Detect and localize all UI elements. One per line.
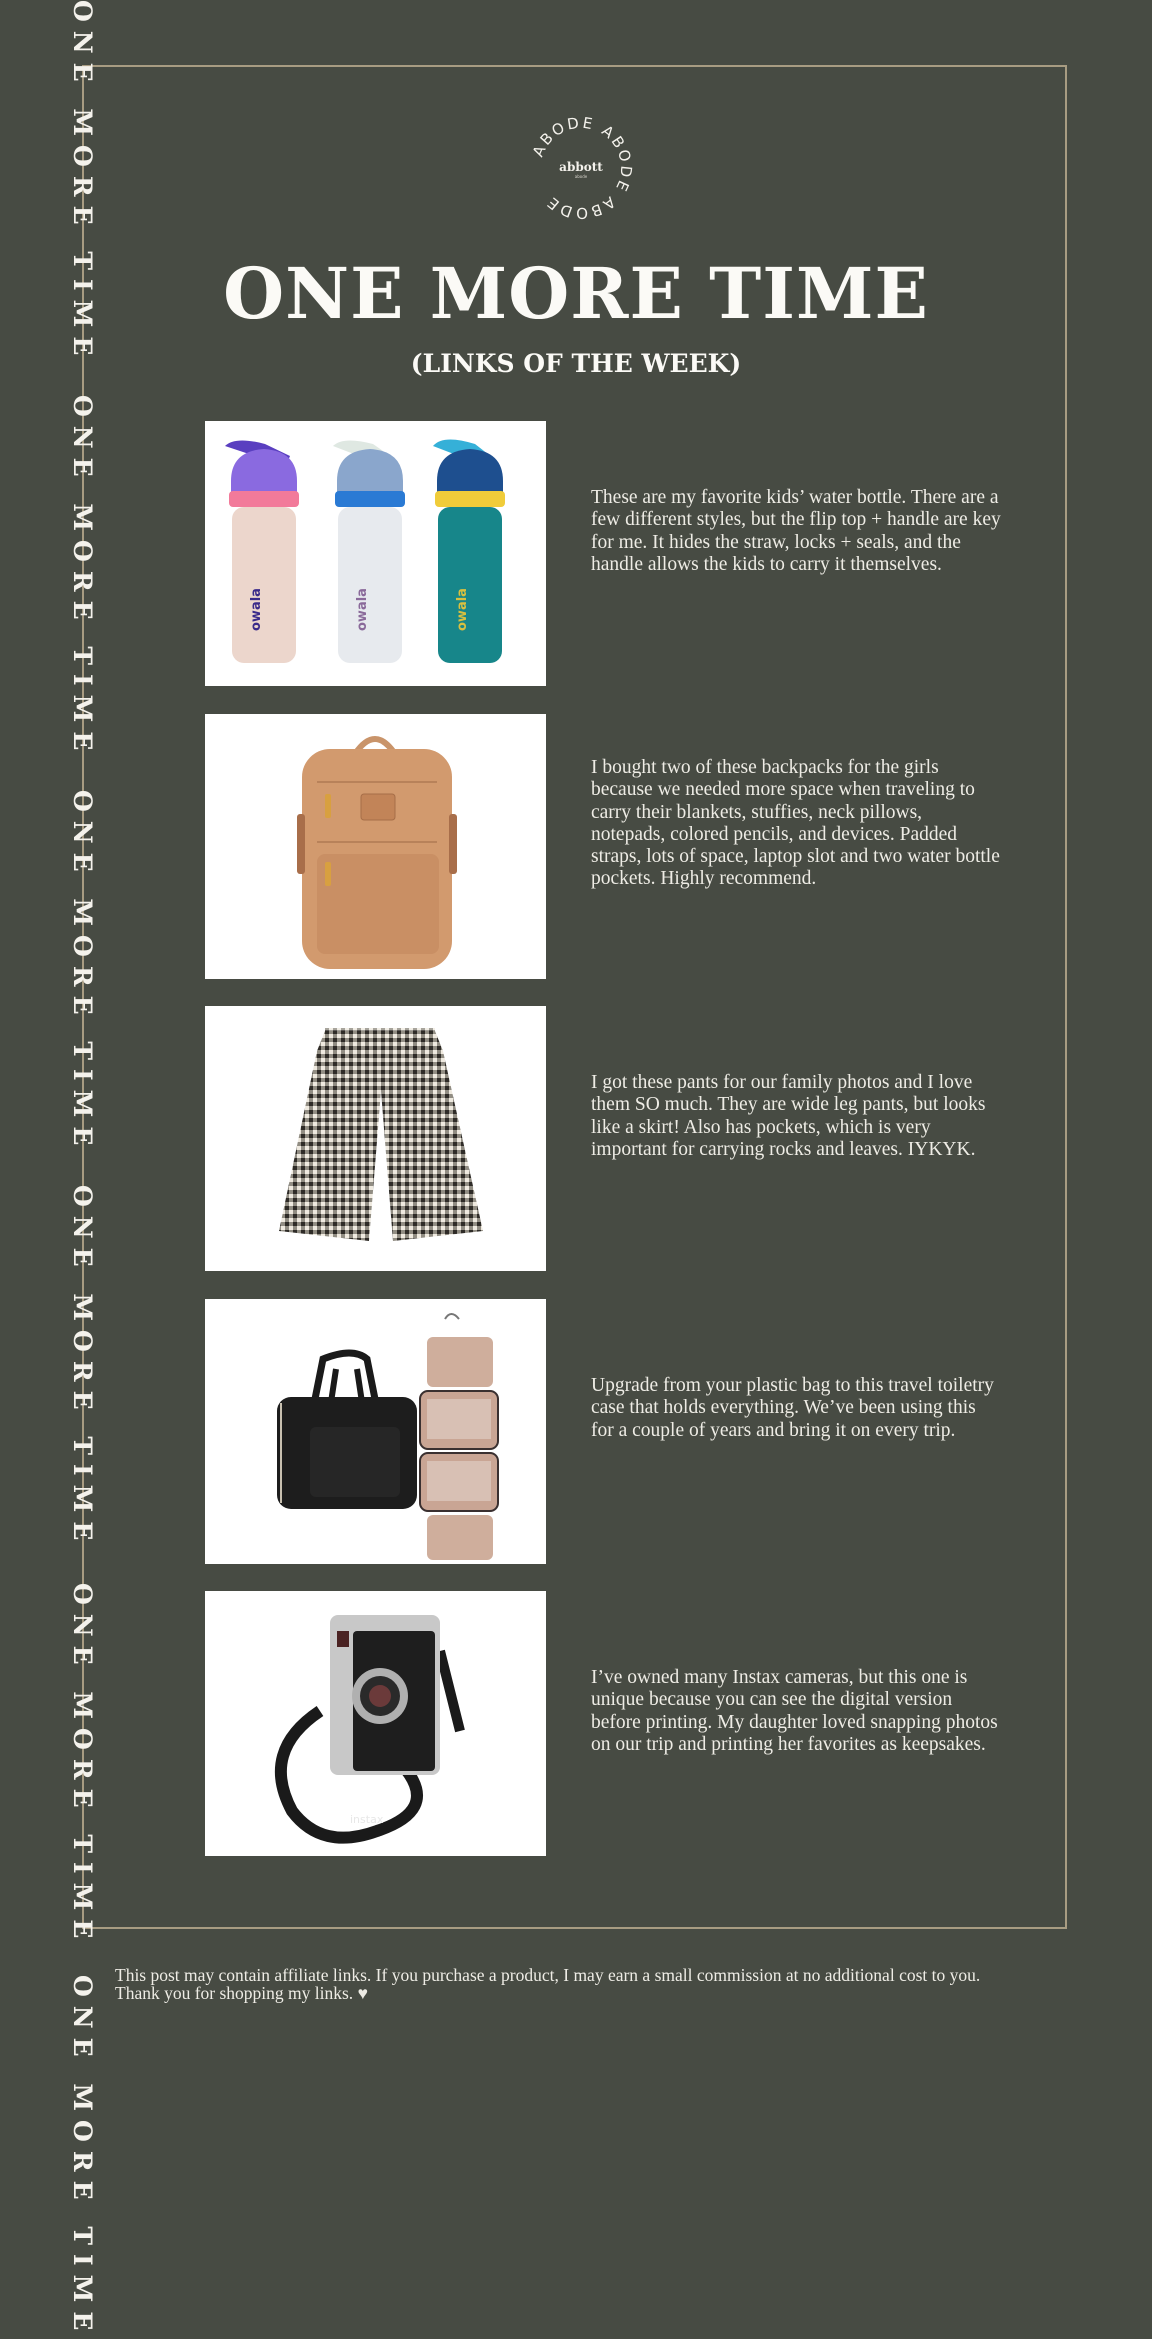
product-description: I’ve owned many Instax cameras, but this one is unique because you can see the digital version before printing. My daughter loved snapping photos on our trip and printing her favorites as keepsakes. bbox=[591, 1667, 998, 1755]
side-banner-text: ONE MORE TIME bbox=[68, 790, 97, 1155]
heart-icon: ♥ bbox=[357, 1983, 368, 2003]
product-description: I bought two of these backpacks for the girls because we needed more space when traveling to carry their blankets, stuffies, neck pillows, notepads, colored pencils, and devices. Padded straps, lots of space, laptop slot and two water bottle pockets. Highly recommend. bbox=[591, 757, 1000, 890]
thanks-line bbox=[115, 1984, 1075, 2002]
bottle-brand-label: owala bbox=[249, 588, 264, 631]
side-banner-text: ONE MORE TIME bbox=[68, 1583, 97, 1948]
side-banner-text: ONE MORE TIME bbox=[68, 1185, 97, 1550]
disclaimer-text: This post may contain affiliate links. If you purchase a product, I may earn a small commission at no additional cost to you. bbox=[115, 1965, 981, 1985]
page-title: ONE MORE TIME bbox=[223, 252, 929, 335]
side-banner-text: ONE MORE TIME bbox=[68, 395, 97, 760]
svg-text:owala: owala bbox=[355, 588, 370, 631]
product-image-backpack[interactable] bbox=[205, 714, 546, 979]
side-banner-text: ONE MORE TIME bbox=[68, 0, 97, 365]
logo-center-text: abbott bbox=[559, 160, 603, 174]
product-image-toiletry-case[interactable] bbox=[205, 1299, 546, 1564]
page-subtitle: (LINKS OF THE WEEK) bbox=[410, 349, 742, 378]
product-description: I got these pants for our family photos and I love them SO much. They are wide leg pants, but looks like a skirt! Also has pockets, which is very important for carrying rocks and leaves. IYKYK. bbox=[591, 1072, 986, 1160]
product-description: These are my favorite kids’ water bottle. There are a few different styles, but the flip top + handle are key for me. It hides the straw, locks + seals, and the handle allows the kids to carry it themselves. bbox=[591, 487, 1001, 575]
camera-strap-label: instax bbox=[350, 1813, 384, 1826]
svg-text:owala: owala bbox=[455, 588, 470, 631]
side-banner-text: ONE MORE TIME bbox=[68, 1975, 97, 2339]
brand-logo bbox=[525, 112, 637, 224]
product-image-water-bottles[interactable] bbox=[205, 421, 546, 686]
thanks-text: Thank you for shopping my links. bbox=[115, 1983, 354, 2003]
product-description: Upgrade from your plastic bag to this travel toiletry case that holds everything. We’ve been using this for a couple of years and bring it on every trip. bbox=[591, 1375, 994, 1441]
logo-ring-text: ABODE ABODE ABODE bbox=[528, 113, 636, 223]
affiliate-disclaimer bbox=[115, 1966, 1075, 2002]
product-image-instax-camera[interactable] bbox=[205, 1591, 546, 1856]
product-image-pants[interactable] bbox=[205, 1006, 546, 1271]
logo-center-subtext: abode bbox=[574, 174, 588, 179]
